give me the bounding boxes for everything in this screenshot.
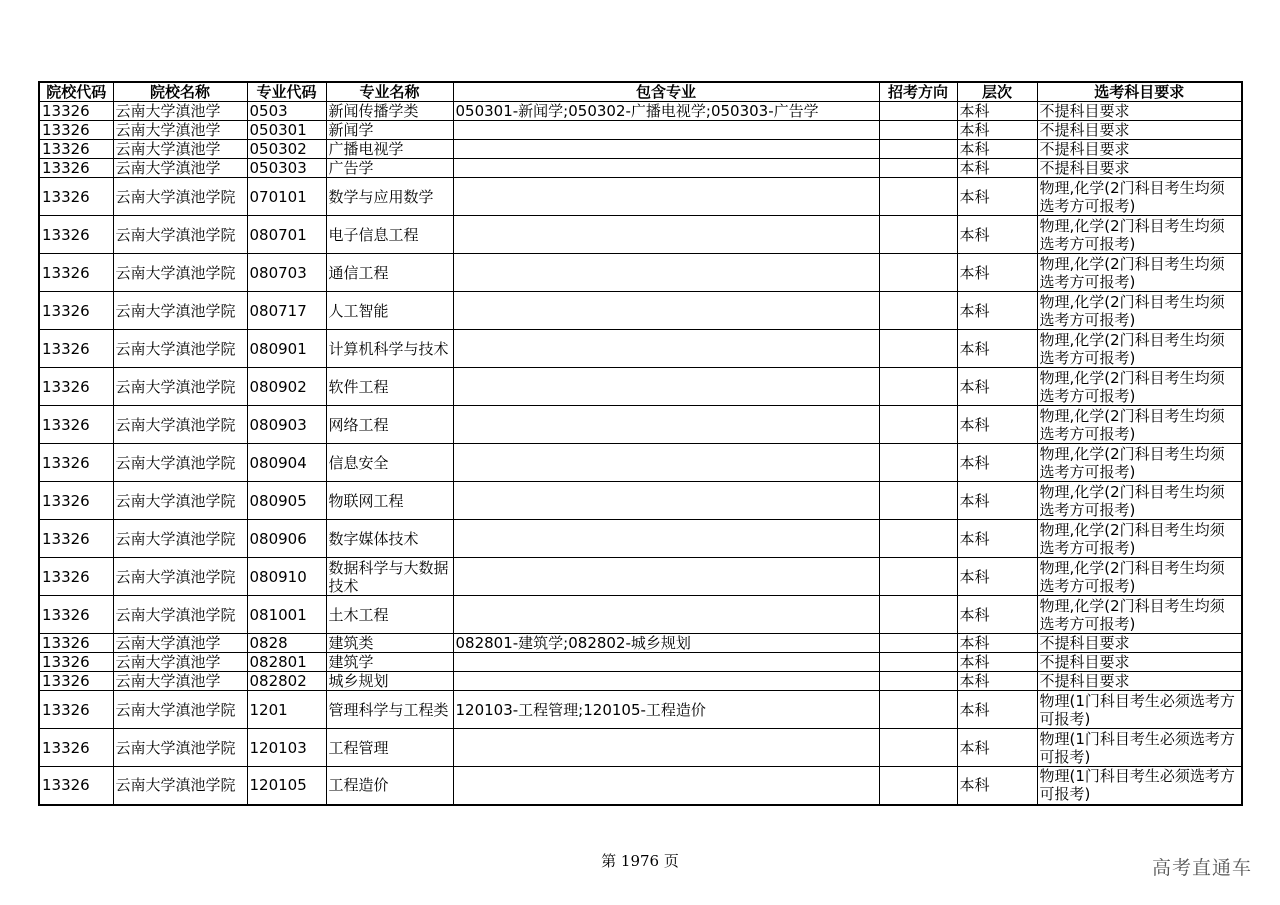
major-name-cell: 计算机科学与技术 [326,330,453,368]
included-majors-cell [453,292,879,330]
major-code-cell: 080910 [247,558,326,596]
school-code-cell: 13326 [39,368,113,406]
subject-requirement-cell: 不提科目要求 [1037,159,1242,178]
page-number: 第 1976 页 [601,852,679,870]
subject-requirement-cell: 物理,化学(2门科目考生均须选考方可报考) [1037,482,1242,520]
subject-requirement-cell: 物理,化学(2门科目考生均须选考方可报考) [1037,330,1242,368]
school-code-cell: 13326 [39,102,113,121]
included-majors-cell [453,140,879,159]
major-name-cell: 物联网工程 [326,482,453,520]
subject-requirement-cell: 物理,化学(2门科目考生均须选考方可报考) [1037,520,1242,558]
subject-requirement-cell: 物理,化学(2门科目考生均须选考方可报考) [1037,596,1242,634]
subject-requirement-cell: 不提科目要求 [1037,672,1242,691]
table-row [39,520,1242,558]
major-name-cell: 电子信息工程 [326,216,453,254]
major-code-cell: 082802 [247,672,326,691]
school-code-cell: 13326 [39,216,113,254]
school-code-cell: 13326 [39,444,113,482]
level-cell: 本科 [957,482,1037,520]
included-majors-cell [453,444,879,482]
school-name-cell: 云南大学滇池学院 [113,292,247,330]
table-row [39,330,1242,368]
table-row [39,653,1242,672]
school-code-cell: 13326 [39,406,113,444]
major-name-cell: 网络工程 [326,406,453,444]
direction-cell [879,368,957,406]
included-majors-cell [453,653,879,672]
direction-cell [879,102,957,121]
school-name-cell: 云南大学滇池学院 [113,178,247,216]
school-name-cell: 云南大学滇池学 [113,634,247,653]
school-name-cell: 云南大学滇池学院 [113,520,247,558]
table-row [39,444,1242,482]
subject-requirement-cell: 物理,化学(2门科目考生均须选考方可报考) [1037,216,1242,254]
level-cell: 本科 [957,178,1037,216]
school-code-cell: 13326 [39,672,113,691]
school-code-cell: 13326 [39,330,113,368]
major-name-cell: 新闻传播学类 [326,102,453,121]
school-code-cell: 13326 [39,159,113,178]
major-code-cell: 050303 [247,159,326,178]
school-code-cell: 13326 [39,121,113,140]
table-row [39,406,1242,444]
major-name-cell: 工程造价 [326,767,453,805]
table-row [39,159,1242,178]
school-name-cell: 云南大学滇池学院 [113,482,247,520]
major-name-cell: 数字媒体技术 [326,520,453,558]
major-code-cell: 080701 [247,216,326,254]
included-majors-cell: 082801-建筑学;082802-城乡规划 [453,634,879,653]
major-code-cell: 120103 [247,729,326,767]
subject-requirement-cell: 物理(1门科目考生必须选考方可报考) [1037,729,1242,767]
subject-requirement-cell: 物理,化学(2门科目考生均须选考方可报考) [1037,368,1242,406]
table-header-row [39,82,1242,102]
level-cell: 本科 [957,368,1037,406]
school-name-cell: 云南大学滇池学院 [113,729,247,767]
table-row [39,767,1242,805]
direction-cell [879,216,957,254]
major-code-cell: 080905 [247,482,326,520]
table-row [39,672,1242,691]
direction-cell [879,140,957,159]
major-name-cell: 管理科学与工程类 [326,691,453,729]
included-majors-cell [453,368,879,406]
major-code-cell: 0503 [247,102,326,121]
school-code-cell: 13326 [39,520,113,558]
table-row [39,254,1242,292]
table-row [39,140,1242,159]
school-name-cell: 云南大学滇池学院 [113,767,247,805]
level-cell: 本科 [957,596,1037,634]
table-row [39,634,1242,653]
major-code-cell: 120105 [247,767,326,805]
direction-cell [879,653,957,672]
major-code-cell: 080901 [247,330,326,368]
included-majors-cell: 050301-新闻学;050302-广播电视学;050303-广告学 [453,102,879,121]
subject-requirement-cell: 物理,化学(2门科目考生均须选考方可报考) [1037,558,1242,596]
subject-requirement-cell: 不提科目要求 [1037,653,1242,672]
direction-cell [879,406,957,444]
level-cell: 本科 [957,102,1037,121]
school-code-cell: 13326 [39,140,113,159]
school-name-cell: 云南大学滇池学院 [113,406,247,444]
level-cell: 本科 [957,672,1037,691]
header-col-subject-requirement: 选考科目要求 [1037,82,1242,102]
school-name-cell: 云南大学滇池学院 [113,691,247,729]
school-code-cell: 13326 [39,634,113,653]
included-majors-cell [453,672,879,691]
school-name-cell: 云南大学滇池学院 [113,330,247,368]
level-cell: 本科 [957,634,1037,653]
major-code-cell: 080703 [247,254,326,292]
major-code-cell: 1201 [247,691,326,729]
direction-cell [879,482,957,520]
included-majors-cell [453,729,879,767]
level-cell: 本科 [957,520,1037,558]
included-majors-cell [453,330,879,368]
school-name-cell: 云南大学滇池学院 [113,216,247,254]
subject-requirement-cell: 物理,化学(2门科目考生均须选考方可报考) [1037,292,1242,330]
direction-cell [879,520,957,558]
table-row [39,121,1242,140]
table-row [39,368,1242,406]
major-code-cell: 070101 [247,178,326,216]
included-majors-cell [453,767,879,805]
school-code-cell: 13326 [39,653,113,672]
header-col-included-majors: 包含专业 [453,82,879,102]
header-col-major-name: 专业名称 [326,82,453,102]
direction-cell [879,691,957,729]
included-majors-cell [453,254,879,292]
school-code-cell: 13326 [39,178,113,216]
school-name-cell: 云南大学滇池学 [113,159,247,178]
included-majors-cell [453,482,879,520]
major-name-cell: 人工智能 [326,292,453,330]
school-code-cell: 13326 [39,596,113,634]
level-cell: 本科 [957,558,1037,596]
table-row [39,178,1242,216]
header-col-direction: 招考方向 [879,82,957,102]
included-majors-cell [453,406,879,444]
level-cell: 本科 [957,691,1037,729]
level-cell: 本科 [957,216,1037,254]
direction-cell [879,330,957,368]
school-code-cell: 13326 [39,729,113,767]
level-cell: 本科 [957,444,1037,482]
school-code-cell: 13326 [39,292,113,330]
subject-requirement-cell: 物理,化学(2门科目考生均须选考方可报考) [1037,178,1242,216]
direction-cell [879,254,957,292]
table-row [39,102,1242,121]
school-code-cell: 13326 [39,558,113,596]
major-name-cell: 新闻学 [326,121,453,140]
table-body [39,102,1242,805]
major-name-cell: 工程管理 [326,729,453,767]
school-name-cell: 云南大学滇池学 [113,102,247,121]
major-code-cell: 082801 [247,653,326,672]
watermark: 高考直通车 [1151,857,1252,879]
major-name-cell: 数学与应用数学 [326,178,453,216]
included-majors-cell: 120103-工程管理;120105-工程造价 [453,691,879,729]
school-name-cell: 云南大学滇池学院 [113,596,247,634]
school-code-cell: 13326 [39,254,113,292]
major-name-cell: 软件工程 [326,368,453,406]
table-row [39,596,1242,634]
header-col-school-name: 院校名称 [113,82,247,102]
school-name-cell: 云南大学滇池学 [113,672,247,691]
table-row [39,482,1242,520]
subject-requirement-cell: 物理,化学(2门科目考生均须选考方可报考) [1037,406,1242,444]
major-name-cell: 广告学 [326,159,453,178]
level-cell: 本科 [957,330,1037,368]
school-name-cell: 云南大学滇池学 [113,140,247,159]
level-cell: 本科 [957,653,1037,672]
school-code-cell: 13326 [39,482,113,520]
included-majors-cell [453,159,879,178]
direction-cell [879,634,957,653]
admission-table [38,81,1243,806]
direction-cell [879,292,957,330]
subject-requirement-cell: 物理,化学(2门科目考生均须选考方可报考) [1037,254,1242,292]
included-majors-cell [453,216,879,254]
direction-cell [879,767,957,805]
major-name-cell: 通信工程 [326,254,453,292]
level-cell: 本科 [957,729,1037,767]
major-name-cell: 土木工程 [326,596,453,634]
subject-requirement-cell: 物理(1门科目考生必须选考方可报考) [1037,691,1242,729]
level-cell: 本科 [957,406,1037,444]
school-name-cell: 云南大学滇池学院 [113,254,247,292]
subject-requirement-cell: 不提科目要求 [1037,121,1242,140]
subject-requirement-cell: 不提科目要求 [1037,102,1242,121]
major-code-cell: 080902 [247,368,326,406]
major-name-cell: 数据科学与大数据技术 [326,558,453,596]
table-row [39,292,1242,330]
school-code-cell: 13326 [39,767,113,805]
direction-cell [879,444,957,482]
school-name-cell: 云南大学滇池学 [113,653,247,672]
included-majors-cell [453,178,879,216]
major-name-cell: 广播电视学 [326,140,453,159]
direction-cell [879,558,957,596]
subject-requirement-cell: 不提科目要求 [1037,634,1242,653]
school-name-cell: 云南大学滇池学院 [113,368,247,406]
major-code-cell: 080903 [247,406,326,444]
level-cell: 本科 [957,767,1037,805]
included-majors-cell [453,558,879,596]
school-name-cell: 云南大学滇池学院 [113,444,247,482]
direction-cell [879,178,957,216]
header-col-major-code: 专业代码 [247,82,326,102]
table-row [39,216,1242,254]
table-row [39,729,1242,767]
major-code-cell: 080906 [247,520,326,558]
major-code-cell: 081001 [247,596,326,634]
subject-requirement-cell: 不提科目要求 [1037,140,1242,159]
major-name-cell: 城乡规划 [326,672,453,691]
level-cell: 本科 [957,121,1037,140]
table-row [39,691,1242,729]
direction-cell [879,121,957,140]
included-majors-cell [453,121,879,140]
major-code-cell: 080904 [247,444,326,482]
level-cell: 本科 [957,292,1037,330]
school-name-cell: 云南大学滇池学 [113,121,247,140]
major-name-cell: 建筑类 [326,634,453,653]
direction-cell [879,672,957,691]
major-code-cell: 080717 [247,292,326,330]
school-name-cell: 云南大学滇池学院 [113,558,247,596]
level-cell: 本科 [957,159,1037,178]
included-majors-cell [453,596,879,634]
direction-cell [879,596,957,634]
school-code-cell: 13326 [39,691,113,729]
table-row [39,558,1242,596]
direction-cell [879,729,957,767]
level-cell: 本科 [957,140,1037,159]
major-code-cell: 050301 [247,121,326,140]
major-code-cell: 050302 [247,140,326,159]
major-code-cell: 0828 [247,634,326,653]
major-name-cell: 建筑学 [326,653,453,672]
included-majors-cell [453,520,879,558]
direction-cell [879,159,957,178]
subject-requirement-cell: 物理,化学(2门科目考生均须选考方可报考) [1037,444,1242,482]
major-name-cell: 信息安全 [326,444,453,482]
header-col-school-code: 院校代码 [39,82,113,102]
header-col-level: 层次 [957,82,1037,102]
level-cell: 本科 [957,254,1037,292]
subject-requirement-cell: 物理(1门科目考生必须选考方可报考) [1037,767,1242,805]
